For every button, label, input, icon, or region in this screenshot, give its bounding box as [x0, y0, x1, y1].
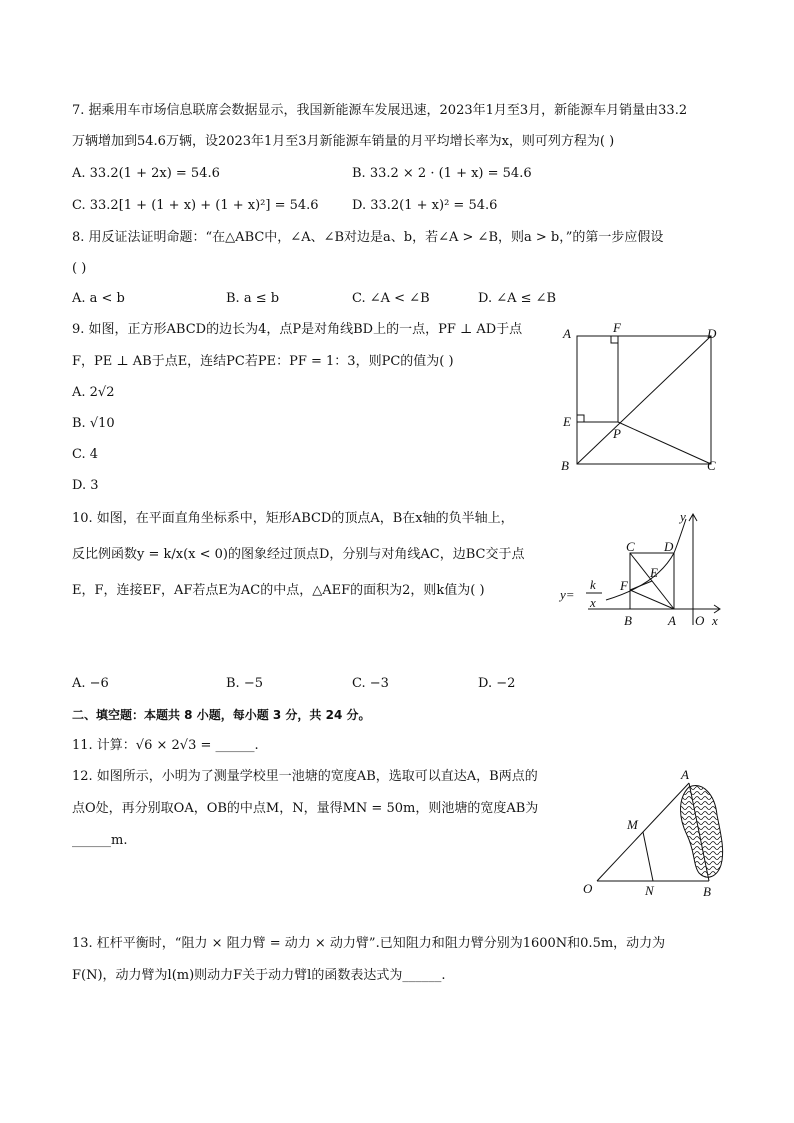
label-x: x [712, 613, 718, 628]
q12-stem-line2: 点O处，再分别取OA，OB的中点M，N，量得MN = 50m，则池塘的宽度AB为 [72, 801, 539, 816]
segment-af [630, 590, 674, 609]
label-e: E [650, 565, 658, 580]
q7-stem-line1: 7. 据乘用车市场信息联席会数据显示，我国新能源车发展迅速，2023年1月至3月，新能源车月销量由33.2 [72, 103, 688, 118]
q9-option-d: D. 3 [72, 478, 99, 493]
q9-stem-line1: 9. 如图，正方形ABCD的边长为4，点P是对角线BD上的一点，PF ⊥ AD于点 [72, 322, 523, 337]
q8-option-a: A. a < b [72, 291, 125, 306]
q10-stem-line2: 反比例函数y = k/x(x < 0)的图象经过顶点D，分别与对角线AC，边BC交于点 [72, 547, 525, 562]
q8-stem-line1: 8. 用反证法证明命题：“在△ABC中，∠A、∠B对边是a、b，若∠A > ∠B，则a > b，”的第一步应假设 [72, 230, 664, 245]
func-label-x: x [590, 595, 596, 610]
label-f: F [620, 578, 628, 593]
label-b: B [624, 613, 632, 628]
label-b: B [703, 884, 711, 899]
q13-stem-line2: F(N)，动力臂为l(m)则动力F关于动力臂l的函数表达式为______. [72, 968, 446, 983]
label-c: C [626, 539, 635, 554]
q12-stem-line1: 12. 如图所示，小明为了测量学校里一池塘的宽度AB，选取可以直达A，B两点的 [72, 769, 538, 784]
q11-stem: 11. 计算：√6 × 2√3 = ______. [72, 738, 259, 753]
label-c: C [707, 458, 716, 473]
label-m: M [627, 817, 638, 832]
q8-stem-line2: ( ) [72, 261, 87, 276]
section-2-heading: 二、填空题：本题共 8 小题，每小题 3 分，共 24 分。 [72, 708, 371, 722]
q8-option-c: C. ∠A < ∠B [352, 291, 430, 306]
q10-option-d: D. −2 [478, 676, 516, 691]
label-n: N [645, 883, 654, 898]
q10-option-b: B. −5 [226, 676, 263, 691]
q7-option-b: B. 33.2 × 2 · (1 + x) = 54.6 [352, 166, 532, 181]
q9-square-figure [555, 318, 730, 478]
q10-stem-line3: E，F，连接EF，AF若点E为AC的中点，△AEF的面积为2，则k值为( ) [72, 583, 485, 598]
q10-option-c: C. −3 [352, 676, 389, 691]
label-a: A [681, 767, 689, 782]
label-b: B [561, 458, 569, 473]
label-o: O [695, 613, 705, 628]
q10-coordinate-figure [556, 505, 731, 630]
diagonal-bd [577, 336, 711, 464]
segment-mn [643, 832, 653, 881]
right-angle-e [577, 415, 584, 422]
label-y: y [680, 509, 686, 524]
segment-pc [618, 422, 711, 464]
q9-option-b: B. √10 [72, 416, 115, 431]
q7-stem-line2: 万辆增加到54.6万辆，设2023年1月至3月新能源车销量的月平均增长率为x，则可列方程为( ) [72, 134, 615, 149]
label-o: O [583, 881, 593, 896]
label-a: A [563, 326, 571, 341]
q9-stem-line2: F，PE ⊥ AB于点E，连结PC若PE：PF = 1：3，则PC的值为( ) [72, 354, 454, 369]
q10-stem-line1: 10. 如图，在平面直角坐标系中，矩形ABCD的顶点A，B在x轴的负半轴上， [72, 511, 514, 526]
q8-option-b: B. a ≤ b [226, 291, 280, 306]
label-d: D [707, 326, 717, 341]
right-angle-f [611, 336, 618, 343]
label-f: F [613, 320, 621, 335]
q9-option-a: A. 2√2 [72, 385, 115, 400]
q10-option-a: A. −6 [72, 676, 109, 691]
q12-stem-line3: ______m. [72, 833, 128, 848]
pond-shape [681, 786, 723, 878]
q7-option-a: A. 33.2(1 + 2x) = 54.6 [72, 166, 220, 181]
q9-option-c: C. 4 [72, 447, 99, 462]
label-d: D [664, 539, 674, 554]
q8-option-d: D. ∠A ≤ ∠B [478, 291, 557, 306]
q7-option-d: D. 33.2(1 + x)² = 54.6 [352, 198, 498, 213]
func-label-k: k [590, 577, 596, 592]
label-p: P [613, 426, 621, 441]
label-e: E [563, 414, 571, 429]
func-label-y: y= [560, 587, 575, 602]
q13-stem-line1: 13. 杠杆平衡时，“阻力 × 阻力臂 = 动力 × 动力臂”.已知阻力和阻力臂分别为1600N和0.5m，动力为 [72, 936, 666, 951]
q7-option-c: C. 33.2[1 + (1 + x) + (1 + x)²] = 54.6 [72, 198, 319, 213]
label-a: A [668, 613, 676, 628]
q12-pond-figure [575, 765, 745, 905]
